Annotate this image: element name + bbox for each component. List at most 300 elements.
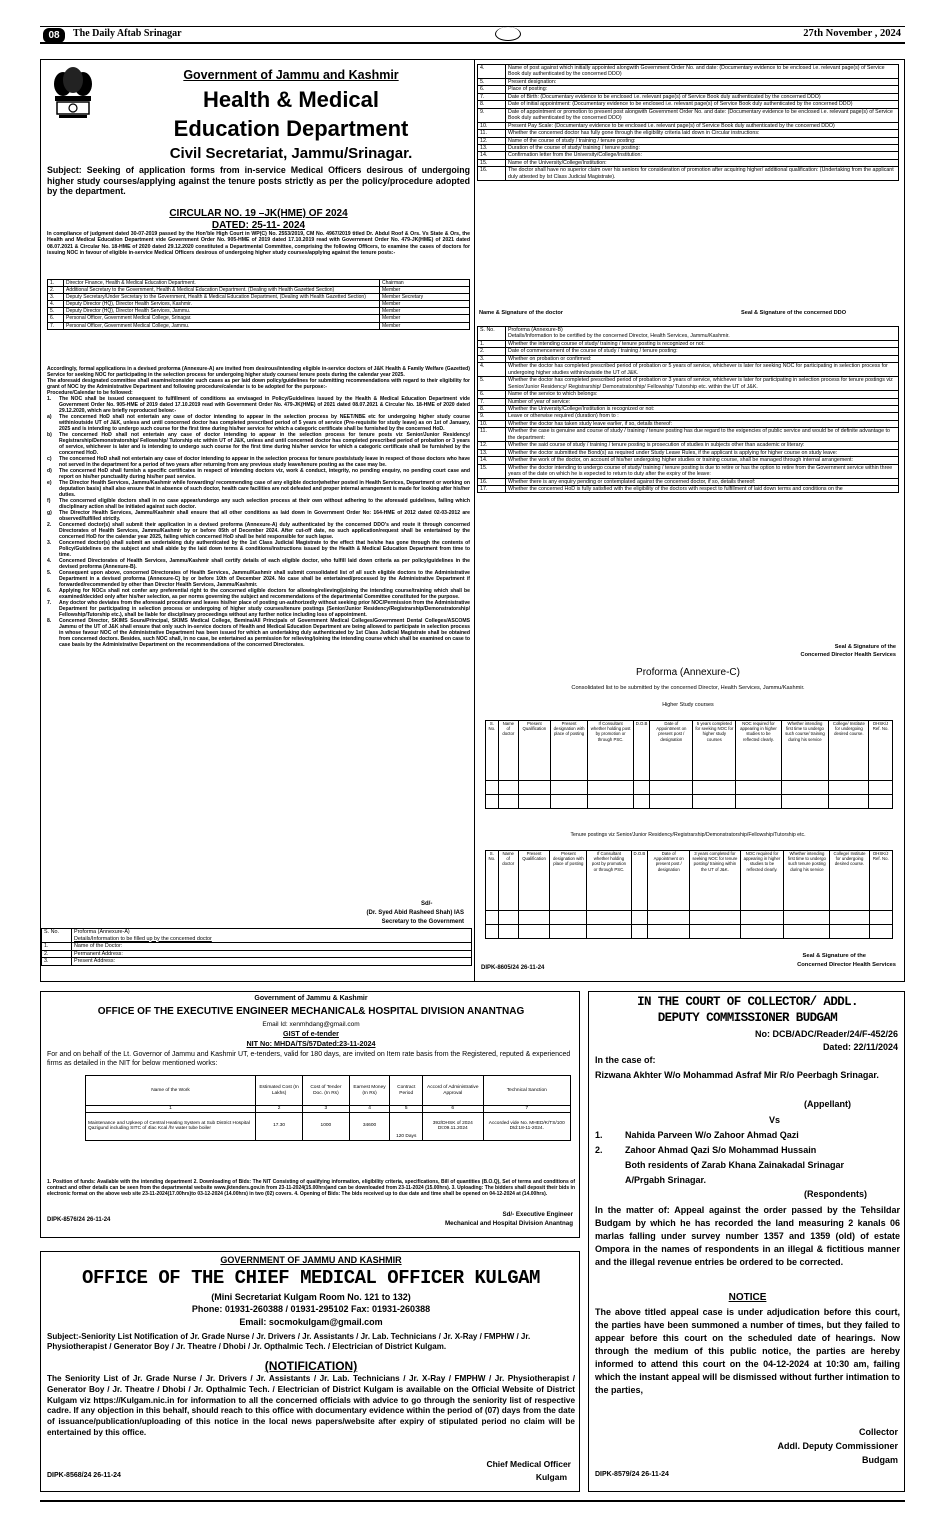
committee-no: 6. (48, 315, 64, 322)
tenure-table-cell (550, 925, 587, 939)
proforma-a-field: Date of initial appointment: (Documentary evidence to be enclosed i.e. relevant page(s) of Service Book duly authenticated by the concerned DDO) (506, 101, 899, 108)
tenure-table-col: S. No. (486, 851, 499, 911)
cmo-email: Email: socmokulgam@gmail.com (239, 1317, 383, 1327)
procedure-item-no: 5. (47, 570, 52, 576)
ee-col: Name of the Work (86, 1076, 256, 1106)
proforma-a-no: 14. (478, 152, 506, 159)
committee-role: Chairman (380, 280, 470, 287)
cmo-kulgam-ad (40, 1251, 580, 1492)
proforma-a-row (478, 144, 899, 151)
higher-study-table-col: S. No. (486, 721, 499, 781)
cmo-sign: Chief Medical Officer (486, 1459, 571, 1469)
ee-col-no: 7 (483, 1106, 570, 1113)
proforma-a-no: 3. (42, 958, 72, 966)
higher-study-table (485, 720, 893, 809)
court-no: No: DCB/ADC/Reader/24/F-452/26 (754, 1029, 898, 1039)
ee-doc-cost: 1000 (303, 1112, 349, 1140)
committee-row (48, 308, 470, 315)
proforma-b-row (478, 413, 899, 420)
procedure-item-no: 6. (47, 588, 52, 594)
court-sign-3: Budgam (862, 1455, 898, 1465)
tenure-table-cell (587, 911, 631, 925)
procedure-item-no: 7. (47, 600, 52, 606)
proforma-a-no: 13. (478, 144, 506, 151)
proforma-b-row (478, 478, 899, 485)
proforma-a-no: 12. (478, 137, 506, 144)
proforma-b-row (478, 340, 899, 347)
committee-no: 3. (48, 294, 64, 301)
committee-role: Member Secretary (380, 294, 470, 301)
higher-study-table-col: If Consultant whether holding post by promotion or through PSC. (588, 721, 633, 781)
higher-study-table-cell (781, 795, 829, 809)
tenure-table-col: Present Qualification (518, 851, 550, 911)
cmo-office: OFFICE OF THE CHIEF MEDICAL OFFICER KULGAM (82, 1267, 540, 1289)
tenure-table-header (486, 851, 893, 911)
cmo-body: The Seniority List of Jr. Grade Nurse / Jr. Drivers / Jr. Assistants / Jr. Lab. Technicians / Jr. X-Ray / FMPHW / Jr. Physiotherapist / Generator Boy / Jr. Theatre / Dhobi / Jr. Opthalmic Tech. / Electrician of District Kulgam is available on the Official Website of District Kulgam viz https://Kulgam.nic.in for information to all the concerned officials with advice to go through the seniority list of respective cadre. If any objection in this behalf, should reach to this office with documentary evidence within the period of (07) days from the date of issuance/publication/uploading of this notice in the local news papers/website after expiry of stipulated period no claim will be entertained by this office. (47, 1374, 575, 1438)
proforma-b-field: Date of commencement of the course of study / training / tenure posting: (506, 348, 899, 355)
higher-study-table-cell (498, 781, 518, 795)
tenure-table-cell (550, 911, 587, 925)
tenure-table-cell (498, 925, 518, 939)
hme-body (47, 366, 470, 648)
ee-cost: 17.30 (256, 1112, 303, 1140)
proforma-b-row (478, 363, 899, 377)
proforma-a-field: Permanent Address: (72, 950, 472, 958)
proforma-b-field: Whether the intending course of study/ training / tenure posting is recognized or not: (506, 340, 899, 347)
proforma-a-row (478, 159, 899, 166)
proforma-b-no: 1. (478, 340, 506, 347)
tenure-table-col: College/ Institute for undergoing desired course. (830, 851, 869, 911)
proforma-b-no: 4. (478, 363, 506, 377)
proforma-b-row (478, 391, 899, 398)
proforma-b-field: Whether the doctor submitted the Bond(s) as required under Study Leave Rules, if the applicant is applying for higher course on study leave: (506, 449, 899, 456)
proforma-b-no: 9. (478, 413, 506, 420)
proforma-a-no: 7. (478, 93, 506, 100)
tenure-table-cell (869, 925, 892, 939)
seal-b-1: Seal & Signature of the (834, 644, 896, 650)
higher-study-table-cell (736, 781, 781, 795)
proforma-a-sno: S. No. (42, 929, 72, 943)
committee-officer: Deputy Secretary/Under Secretary to the Government, Health & Medical Education Department, (Dealing with Health Gazetted Section) (64, 294, 380, 301)
proforma-b-row (478, 457, 899, 464)
higher-study-table-cell (781, 781, 829, 795)
committee-officer: Personal Officer, Government Medical College, Jammu. (64, 322, 380, 329)
proforma-b-subtitle: Details/Information to be certified by the concerned Director, Health Services, Jammu/Kashmir. (508, 333, 730, 340)
seal-c-2: Concerned Director Health Services (797, 962, 896, 968)
proforma-b-no: 6. (478, 391, 506, 398)
proforma-b-field: Whether the University/College/Institution is recognized or not: (506, 405, 899, 412)
procedure-item-text: Consequent upon above, concerned Directorates of Health Services, Jammu/Kashmir shall submit consolidated list of all such eligible doctors to the Administrative Department in a devised proforma (Annexure-C) by or before 10th of December 2024. No case shall be entertained/processed by the Administrative Department if forwarded/recommended by other than Director Health Services, Jammu/Kashmir. (59, 570, 470, 588)
committee-no: 1. (48, 280, 64, 287)
hme-dipk: DIPK-8605/24 26-11-24 (481, 965, 545, 971)
ee-aaa: 392/DHSK of 2024 Dt:09.11.2024 (422, 1112, 483, 1140)
hme-govt: Government of Jammu and Kashmir (183, 68, 399, 82)
procedure-item-text: Concerned Directorates of Health Services, Jammu/Kashmir shall certify details of each eligible doctor, who fulfill laid down criteria as per policy/guidelines in the devised proforma (Annexure-B). (59, 558, 470, 570)
higher-study-table-col: Whether intending first time to undergo such course/ training during his service (781, 721, 829, 781)
ee-text: For and on behalf of the Lt. Governor of Jammu and Kashmir UT, e-tenders, valid for 180 days, are invited on Item rate basis from the Registered, reputed & experienced firms as detailed in the NIT for below mentioned works: (47, 1051, 571, 1067)
proforma-b-field: Whether the work of the doctor, on account of his/her undergoing higher studies or training course, shall be managed through internal arrangement: (506, 457, 899, 464)
procedure-item (47, 618, 470, 648)
committee-no: 4. (48, 301, 64, 308)
proforma-a-no: 1. (42, 943, 72, 951)
higher-study-table-blank-row (486, 781, 893, 795)
proforma-b-no: 13. (478, 449, 506, 456)
court-title-1: IN THE COURT OF COLLECTOR/ ADDL. (637, 995, 858, 1009)
higher-study-table-col: Present Qualification (518, 721, 550, 781)
committee-role: Member (380, 287, 470, 294)
proforma-b-no: 8. (478, 405, 506, 412)
committee-role: Member (380, 315, 470, 322)
court-r2: Zahoor Ahmad Qazi S/o Mohammad Hussain (625, 1145, 817, 1155)
proforma-a-row (478, 137, 899, 144)
proforma-b-field: Whether the said course of study / training / tenure posting is prosecution of studies in subjects other than academic or literary: (506, 442, 899, 449)
ee-col: Contract Period (390, 1076, 422, 1106)
higher-study-table-col: Present designation with place of posting (550, 721, 588, 781)
court-appellant-name: Rizwana Akhter W/o Mohammad Asfraf Mir R/o Peerbagh Srinagar. (595, 1070, 879, 1080)
proforma-b-row (478, 428, 899, 442)
procedure-item-no: a) (47, 414, 52, 420)
cmo-dipk: DIPK-8568/24 26-11-24 (47, 1472, 121, 1479)
ee-col: Accord of Administrative Approval (422, 1076, 483, 1106)
tenure-table-cell (486, 911, 499, 925)
proforma-b-no: 12. (478, 442, 506, 449)
ee-col-no: 1 (86, 1106, 256, 1113)
doctor-signature: Name & Signature of the doctor (479, 310, 563, 316)
higher-study-table-cell (633, 795, 650, 809)
proforma-b-field: Whether on probation or confirmed: (506, 355, 899, 362)
procedure-item-text: Concerned Director, SKIMS Soura/Principal, SKIMS Medical College, Bemina/All Principals of Government Medical Colleges/Government Dental Colleges/ASCOMS Jammu of the UT of J&K shall ensure that only such in-service doctors of Health and Medical Education Department are being allowed to participate in selection process in whose favour NOC of the Administrative Department has been issued for which an undertaking duly authenticated by 1st Class Judicial Magistrate shall be obtained from concerned doctors. Besides, such NOC shall, in no case, be entertained as permission for relieving/joining the intending course which shall be examined on case to case basis by the Administrative Department on the recommendations of the concerned Directorates. (59, 618, 470, 648)
hme-intro: In compliance of judgment dated 30-07-2019 passed by the Hon'ble High Court in WP(C) No. 2553/2019, CM No. 4967/2019 titled Dr. Abdul Roof & Ors. Vs State & Ors, the Health and Medical Education Department vide Government Order No. 905-HME of 2019 dated 17.10.2019 read with Government Order No. 479-JK(HME) of 2021 dated 08.07.2021 & Circular No. 18-HME of 2020 dated 29.12.2020 constituted a Departmental Committee, comprising the following Officers, to examine the cases of doctors for issuing NOC in favour of eligible in-service Medical Officers desirous of undergoing higher study courses/applying against the tenure posts:- (47, 231, 470, 257)
court-sign-1: Collector (858, 1427, 898, 1437)
proforma-a-no: 5. (478, 78, 506, 85)
court-appellant-label: (Appellant) (804, 1099, 851, 1109)
proforma-a-field: Name of the course of study / training / tenure posting: (506, 137, 899, 144)
tenure-table-cell (498, 911, 518, 925)
ddo-seal: Seal & Signature of the concerned DDO (741, 310, 847, 316)
hme-subject: Subject: Seeking of application forms from in-service Medical Officers desirous of undergoing higher study courses/applying against the tenure posts strictly as per the policy/procedure adopted by the department. (47, 165, 470, 197)
procedure-item-text: The concerned HoD shall furnish a specific certificates in respect of intending doctors viz, work & conduct, integrity, no pending enquiry, no pending court case and report on his/her punctuality during his/her past service. (59, 468, 470, 480)
procedure-item (47, 522, 470, 540)
procedure-item (47, 558, 470, 570)
proforma-a-field: The doctor shall have no superior claim over his seniors for consideration of promotion after acquiring higher/ additional qualification: (Undertaking from the applicant duly attested by Ist Class Judicial Magistrate). (506, 167, 899, 181)
higher-study-table-cell (650, 795, 693, 809)
higher-study-table-cell (498, 795, 518, 809)
procedure-item-text: The NOC shall be issued consequent to fulfillment of conditions as envisaged in Policy/Guidelines issued by the Health & Medical Education Department vide Government Order No. 905-HME of 2019 dated 17.10.2019 read with Government Order No. 479-JK(HME) of 2021 dated 08.07.2021 & Circular No. 18-HME of 2020 dated 29.12.2020, which are briefly reproduced below:- (59, 396, 470, 414)
court-vs: Vs (769, 1115, 781, 1125)
higher-study-table-header (486, 721, 893, 781)
procedure-item-no: c) (47, 456, 52, 462)
ee-work: Maintenance and Upkeep of Central Heating System at Sub District Hospital Qazigund including SITC of 4lac Kcal /hr water tube boiler (86, 1112, 256, 1140)
hme-items (47, 396, 470, 648)
higher-study-table-cell (518, 781, 550, 795)
tenure-table-cell (631, 925, 648, 939)
procedure-item-no: 4. (47, 558, 52, 564)
proforma-b-row (478, 405, 899, 412)
higher-study-table-col: NOC required for appearing in higher studies to be reflected clearly. (736, 721, 781, 781)
hme-dated: DATED: 25-11- 2024 (211, 220, 306, 231)
higher-study-table-cell (736, 795, 781, 809)
ee-col-no: 4 (349, 1106, 390, 1113)
procedure-item (47, 432, 470, 456)
proforma-a-row (42, 943, 472, 951)
tenure-table-col: D.O.B (631, 851, 648, 911)
proforma-b-field: Whether the doctor has completed prescribed period of probation or 3 years of service, whichever is later for participating in selection process for tenure postings viz Senior/Junior Residency/ Registrarship/ Demonstratorship/ Fellowship/ Tutorship etc. within the UT of J&K. (506, 377, 899, 391)
procedure-item-no: b) (47, 432, 52, 438)
tenure-table-cell (486, 925, 499, 939)
committee-role: Member (380, 322, 470, 329)
proforma-a (41, 928, 472, 966)
proforma-a-no: 4. (478, 65, 506, 79)
tenure-table-col: Present designation with place of posting (550, 851, 587, 911)
court-r3: Both residents of Zarab Khana Zainakadal Srinagar (625, 1160, 845, 1170)
court-case: In the case of: (595, 1055, 656, 1065)
proforma-b-row (478, 420, 899, 427)
hme-secretariat: Civil Secretariat, Jammu/Srinagar. (169, 145, 413, 162)
ee-col: Cost of Tender Doc. (In Rs) (303, 1076, 349, 1106)
court-r1: Nahida Parveen W/o Zahoor Ahmad Qazi (625, 1130, 799, 1140)
proforma-b-row (478, 348, 899, 355)
proforma-b-field: Whether the concerned HoD is fully satisfied with the eligibility of the doctors with respect to fulfillment of laid down terms and conditions on the (506, 485, 899, 492)
procedure-item (47, 456, 470, 468)
proforma-a-no: 16. (478, 167, 506, 181)
committee-row (48, 294, 470, 301)
proforma-b-row (478, 355, 899, 362)
cmo-govt: GOVERNMENT OF JAMMU AND KASHMIR (220, 1255, 402, 1265)
proforma-b-row (478, 464, 899, 478)
procedure-item-text: The concerned HoD shall not entertain any case of doctor intending to appear in the selection process by NEET/NBE etc for undergoing higher study course within/outside UT of J&K, unless and until concerned doctor has completed prescribed period of 5 years of service (Pre-requisite for study leave) as on 1st of January, 2025 and is intending to undergo such course for the first time during his/her service for which a categoric certificate shall be furnished by the concerned HoD. (59, 414, 470, 432)
proforma-b-no: 15. (478, 464, 506, 478)
ee-office: OFFICE OF THE EXECUTIVE ENGINEER MECHANICAL& HOSPITAL DIVISION ANANTNAG (97, 1006, 525, 1017)
committee-officer: Director Finance, Health & Medical Education Department. (64, 280, 380, 287)
committee-row (48, 287, 470, 294)
proforma-b-no: 14. (478, 457, 506, 464)
higher-study-table-cell (829, 795, 869, 809)
procedure-item-no: 1. (47, 396, 52, 402)
proforma-b-no: 2. (478, 348, 506, 355)
procedure-item-text: The Director Health Services, Jammu/Kashmir shall ensure that all other conditions as laid down in Government Order No: 164-HME of 2012 dated 02-03-2012 are observed/fulfilled strictly. (59, 510, 470, 522)
seal-b-2: Concerned Director Health Services (800, 652, 896, 658)
procedure-item (47, 480, 470, 498)
proforma-a-field: Name of the University/College/Institution: (506, 159, 899, 166)
masthead-logo (495, 27, 521, 41)
tenure-table-cell (830, 925, 869, 939)
hme-signer: (Dr. Syed Abid Rasheed Shah) IAS (366, 910, 464, 916)
procedure-item (47, 540, 470, 558)
ee-col-no: 5 (390, 1106, 422, 1113)
court-body: The above titled appeal case is under adjudication before this court, the parties have been summoned a number of times, but they failed to appear before this court on the scheduled date of hearings. Now through the medium of this public notice, the parties are hereby informed to attend this court on the 04-12-2024 at 10:30 am, failing which the instant appeal will be dismissed without further intimation to the parties, (595, 1307, 900, 1396)
footer-rule (40, 1500, 905, 1502)
committee-role: Member (380, 301, 470, 308)
proforma-b-sno: S. No. (478, 327, 506, 341)
proforma-a-row (478, 78, 899, 85)
tenure-table-cell (518, 925, 550, 939)
tenure-table-col: 3 years completed for seeking NOC for tenure posting/ training within the UT of J&K. (690, 851, 740, 911)
proforma-b-row (478, 398, 899, 405)
tenure-table-cell (690, 925, 740, 939)
procedure-item-text: The concerned eligible doctors shall in no case appear/undergo any such selection process at their own without adhering to the aforesaid guidelines, failing which disciplinary action shall be initiated against such doctor. (59, 498, 470, 510)
court-respondents: (Respondents) (804, 1189, 867, 1199)
hme-circular-no: CIRCULAR NO. 19 –JK(HME) OF 2024 (169, 208, 348, 219)
committee-officer: Additional Secretary to the Government, Health & Medical Education Department. (Dealing with Health Gazetted Section) (64, 287, 380, 294)
court-notice-ad (588, 991, 905, 1492)
higher-study-table-cell (550, 795, 588, 809)
proforma-b-row (478, 485, 899, 492)
proforma-c-title: Proforma (Annexure-C) (636, 667, 740, 678)
court-dipk: DIPK-8579/24 26-11-24 (595, 1471, 669, 1478)
proforma-a-field: Present Pay Scale: (Documentary evidence to be enclosed i.e. relevant page(s) of Service Book duly authenticated by the concerned DDO) (506, 122, 899, 129)
tenure-table-col: NOC required for appearing in higher studies to be reflected clearly. (740, 851, 784, 911)
cmo-place: Kulgam (535, 1472, 567, 1482)
proforma-b-field: Whether the case is genuine and course of study / training / tenure posting has due regard to the exigencies of public service and would be of definite advantage to the department: (506, 428, 899, 442)
hme-procedure-heading: Procedure/Calendar to be followed: (47, 390, 133, 396)
proforma-a-row (42, 958, 472, 966)
ee-tender-ad (40, 991, 580, 1238)
procedure-item (47, 396, 470, 414)
proforma-a-no: 8. (478, 101, 506, 108)
proforma-a-field: Date of appointment or promotion to present post alongwith Government Order No. and date: (Documentary evidence to be enclosed i.e. relevant page(s) of Service Book duly authenticated by the concerned DDO) (506, 108, 899, 122)
higher-study-table-col: Date of Appointment on present post / designation (650, 721, 693, 781)
cmo-subject: Subject:-Seniority List Notification of Jr. Grade Nurse / Jr. Drivers / Jr. Assistants / Jr. Lab. Technicians / Jr. X-Ray / FMPHW / Jr. Physiotherapist / Generator Boy / Jr. Theatre / Dhobi / Jr. Opthalmic Tech. / Electrician of District Kulgam. (47, 1332, 531, 1352)
tenure-heading: Tenure postings viz Senior/Junior Residency/Registrarship/Demonstratorship/Fellowship/Tutorship etc. (570, 832, 806, 838)
higher-study-table-cell (588, 795, 633, 809)
court-notice-heading: NOTICE (728, 1292, 767, 1303)
higher-study-table-cell (633, 781, 650, 795)
committee-row (48, 315, 470, 322)
proforma-a-subtitle: Details/Information to be filled up by the concerned doctor (74, 935, 212, 942)
committee-row (48, 301, 470, 308)
cmo-address: (Mini Secretariat Kulgam Room No. 121 to 132) (211, 1292, 411, 1302)
tenure-table-col: If Consultant whether holding post by promotion or through PSC. (587, 851, 631, 911)
proforma-b-field: Whether the doctor has taken study leave earlier, if so, details thereof: (506, 420, 899, 427)
tenure-table-cell (587, 925, 631, 939)
procedure-item-no: f) (47, 498, 51, 504)
proforma-a-no: 2. (42, 950, 72, 958)
proforma-a-field: Whether the concerned doctor has fully gone through the eligibility criteria laid down in Circular instructions: (506, 130, 899, 137)
proforma-b-no: 17. (478, 485, 506, 492)
committee-no: 5. (48, 308, 64, 315)
court-title-2: DEPUTY COMMISSIONER BUDGAM (657, 1011, 838, 1025)
proforma-a-row (478, 93, 899, 100)
committee-officer: Personal Officer, Government Medical College, Srinagar. (64, 315, 380, 322)
ee-govt: Government of Jammu & Kashmir (254, 995, 368, 1002)
ee-emd: 34600 (349, 1112, 390, 1140)
newspaper-name: The Daily Aftab Srinagar (73, 28, 182, 39)
proforma-b-no: 16. (478, 478, 506, 485)
procedure-item-text: Concerned doctor(s) shall submit an undertaking duly authenticated by the 1st Class Judicial Magistrate to the effect that he/she has gone through the contents of Policy/Guidelines on the subject and shall abide by the laid down terms & conditions/instructions issued by the Health & Medical Education Department from time to time. (59, 540, 470, 558)
procedure-item-no: 3. (47, 540, 52, 546)
higher-study-table-cell (518, 795, 550, 809)
ee-note: 1. Position of funds: Available with the intending department 2. Downloading of Bids: The NIT Consisting of qualifying information, eligibility criteria, specifications, Bill of quantities (B.O.Q), Set of terms and conditions of contract and other details can be seen from the departmental website www.jktenders.gov.in from 23-11-2024(15.00hrs)and can be downloaded from 23-11-2024 (15.00hrs). 3. Uploading: The bidders shall deposit their bids in electronic format on the above web site 23-11-2024(17.00hrs)to 03-12-2024 (14.00hrs) in two (02) covers. 4. Opening of Bids: The bids received up to due date and time shall be opened on 04-12-2024 at (14.00hrs). (47, 1179, 575, 1198)
procedure-item-text: Concerned doctor(s) shall submit their application in a devised proforma (Annexure-A) duly authenticated by the concerned DDO's and route it through concerned Directorates of Health Services, Jammu/Kashmir by or before 05th of December 2024. After cut-off date, no such application/request shall be entertained by the concerned HoD for the calendar year 2025, failing which concerned HoD shall be held responsible for such lapse. (59, 522, 470, 540)
issue-date: 27th November , 2024 (803, 28, 901, 39)
procedure-item-text: The concerned HoD shall not entertain any case of doctor intending to appear in the selection process for tenure posts viz Senior/Junior Residency/ Registrarship/Demonstratorship/ Fellowship/ Tutorship etc within UT of J&K, unless and until concerned doctor has completed prescribed period of probation or 3 years of service, whichever is later and is intending to undergo such course for the first time during his/her service for which a categoric certificate shall be furnished by the concerned HoD. (59, 432, 470, 456)
ee-col-no: 2 (256, 1106, 303, 1113)
proforma-b-title: Proforma (Annexure-B) (508, 327, 563, 333)
proforma-a-no: 11. (478, 130, 506, 137)
court-sign-2: Addl. Deputy Commissioner (777, 1441, 898, 1451)
proforma-a-field: Name of the Doctor: (72, 943, 472, 951)
tenure-table-cell (690, 911, 740, 925)
proforma-b-field: Whether there is any enquiry pending or contemplated against the concerned doctor, if so, details thereof: (506, 478, 899, 485)
hme-dept-line1: Health & Medical (202, 87, 380, 112)
ee-gist: GIST of e-tender (283, 1029, 339, 1038)
committee-officer: Deputy Director (HQ), Director Health Services, Kashmir. (64, 301, 380, 308)
court-r4: A/Prgabh Srinagar. (625, 1175, 707, 1185)
higher-study-table-col: DHSK/J Ref. No. (869, 721, 893, 781)
procedure-item (47, 468, 470, 480)
higher-study-table-cell (693, 781, 736, 795)
committee-no: 7. (48, 322, 64, 329)
higher-study-table-blank-row (486, 795, 893, 809)
higher-study-table-col: College/ Institute for undergoing desired course. (829, 721, 869, 781)
tenure-table-cell (784, 911, 830, 925)
procedure-item (47, 570, 470, 588)
committee-table (47, 279, 470, 330)
proforma-b (477, 326, 899, 493)
proforma-a-row (478, 152, 899, 159)
higher-study-table-cell (588, 781, 633, 795)
proforma-a-row (478, 122, 899, 129)
higher-study-table-col: 5 years completed for seeking NOC for higher study courses (693, 721, 736, 781)
proforma-b-row (478, 442, 899, 449)
proforma-a-row (478, 108, 899, 122)
tenure-table (485, 850, 893, 939)
higher-study-table-cell (869, 795, 893, 809)
court-dated: Dated: 22/11/2024 (822, 1042, 898, 1052)
committee-no: 2. (48, 287, 64, 294)
procedure-item-no: 2. (47, 522, 52, 528)
proforma-b-no: 3. (478, 355, 506, 362)
tenure-table-cell (740, 925, 784, 939)
proforma-b-field: Whether the doctor has completed prescribed period of probation or 5 years of service, whichever is later for seeking NOC for participating in selection process for undergoing higher studies within/outside the UT of J&K. (506, 363, 899, 377)
procedure-item (47, 498, 470, 510)
ee-nit: NIT No: MHDA/TS/57Dated:23-11-2024 (246, 1039, 376, 1048)
tenure-table-col: Whether intending first time to undergo such tenure posting during his service (784, 851, 830, 911)
proforma-a-no: 15. (478, 159, 506, 166)
proforma-a-row (478, 101, 899, 108)
higher-study-table-cell (486, 795, 499, 809)
committee-role: Member (380, 308, 470, 315)
tenure-table-cell (518, 911, 550, 925)
ee-period: 120 Days (390, 1112, 422, 1140)
proforma-b-row (478, 377, 899, 391)
ee-dipk: DIPK-8576/24 26-11-24 (47, 1217, 111, 1223)
tenure-table-cell (648, 911, 690, 925)
proforma-a-field: Present Address: (72, 958, 472, 966)
proforma-a-row (478, 86, 899, 93)
procedure-item-text: The concerned HoD shall not entertain any case of doctor intending to appear in the selection process for tenure posts/study leave in respect of those doctors who have not served in the department for a period of two years after returning from any previous study leave/tenure posting as the case may be. (59, 456, 470, 468)
ee-sd: Sd/- Executive Engineer (502, 1211, 573, 1218)
higher-study-table-cell (693, 795, 736, 809)
higher-study-table-col: Name of doctor (498, 721, 518, 781)
proforma-b-row (478, 449, 899, 456)
court-matter: In the matter of: Appeal against the order passed by the Tehsildar Budgam by which he has recorded the land measuring 2 kanals 06 marlas falling under survey number 1357 and 1359 (old) of estate Ompora in the names of respondents in an illegal & fictitious manner and the illegal revenue entries be ordered to be corrected. (595, 1205, 900, 1268)
proforma-b-field: Whether the doctor intending to undergo course of study/ training / tenure posting is due to retire or has the option to retire from the Government service within three years of the date on which he is expected to return to duty after the expiry of the leave: (506, 464, 899, 478)
procedure-item-no: d) (47, 468, 52, 474)
proforma-a-row (42, 950, 472, 958)
proforma-a-field: Name of post against which initially appointed alongwith Government Order No. and date: (Documentary evidence to be enclosed i.e. relevant page(s) of Service Book duly authenticated by the concerned DDO) (506, 65, 899, 79)
proforma-b-no: 11. (478, 428, 506, 442)
higher-study-table-cell (550, 781, 588, 795)
tenure-table-col: Name of doctor (498, 851, 518, 911)
ee-col: Technical Sanction (483, 1076, 570, 1106)
proforma-a-no: 10. (478, 122, 506, 129)
higher-study-heading: Higher Study courses (662, 702, 714, 708)
procedure-item-text: The Director Health Services, Jammu/Kashmir while forwarding/ recommending case of any eligible doctor(whether posted in Health Services, Department or working on deputation basis) shall also ensure that in absence of such doctor, health care facilities are not defeated and proper internal arrangement is made for looking after his/her duties. (59, 480, 470, 498)
procedure-item-no: e) (47, 480, 52, 486)
higher-study-table-cell (486, 781, 499, 795)
ee-email: Email Id: xenmhdang@gmail.com (262, 1021, 360, 1028)
